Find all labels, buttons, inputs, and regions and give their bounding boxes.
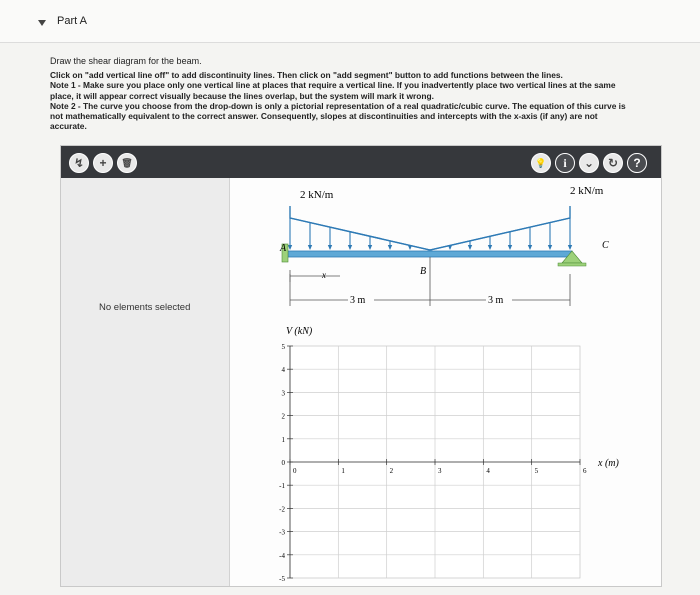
load-label-left: 2 kN/m	[300, 189, 334, 201]
dim-x-label: x	[322, 270, 326, 280]
load-arrowhead	[508, 245, 512, 250]
x-tick-label: 3	[438, 467, 442, 475]
diagram-canvas[interactable]	[230, 178, 661, 586]
load-arrowhead	[568, 245, 572, 250]
x-tick-label: 5	[534, 467, 539, 475]
load-arrowhead	[368, 245, 372, 250]
part-title: Part A	[57, 15, 87, 27]
y-tick-label: -4	[279, 551, 285, 560]
load-arrowhead	[388, 245, 392, 250]
load-arrowhead	[548, 245, 552, 250]
point-b-label: B	[420, 266, 427, 277]
y-tick-label: 0	[281, 459, 285, 467]
instruction-line: Note 2 - The curve you choose from the drop-down is only a pictorial representation of a real quadratic/cubic curve. The equation of this curve is	[50, 100, 626, 111]
support-a-label: A	[280, 243, 287, 254]
beam	[288, 251, 572, 257]
dropdown-button[interactable]: ⌄	[579, 153, 599, 173]
y-tick-label: 3	[281, 389, 285, 398]
dim-label-1: 3 m	[350, 295, 366, 306]
x-tick-label: 0	[293, 467, 297, 475]
instruction-line: Note 1 - Make sure you place only one vertical line at places that require a vertical line. If you inadvertently place two vertical lines at the same	[50, 80, 616, 91]
load-arrowhead	[308, 245, 312, 250]
instruction-line: accurate.	[50, 121, 87, 132]
load-arrowhead	[488, 245, 492, 250]
widget-toolbar	[61, 146, 661, 178]
load-arrowhead	[328, 245, 332, 250]
instruction-line: Click on "add vertical line off" to add discontinuity lines. Then click on "add segment" button to add functions between the lines.	[50, 70, 563, 81]
shear-diagram-widget	[60, 145, 662, 587]
x-axis-label: x (m)	[598, 458, 619, 469]
help-button[interactable]: ?	[627, 153, 647, 173]
load-arrowhead	[468, 245, 472, 250]
part-header[interactable]	[0, 0, 700, 43]
add-vertical-line-button[interactable]: ↯	[69, 153, 89, 173]
beam-figure	[279, 185, 609, 306]
diagram-svg[interactable]	[230, 178, 661, 586]
load-arrowhead	[408, 245, 412, 250]
instructions-body	[50, 70, 682, 131]
y-tick-label: 4	[281, 366, 285, 375]
info-button[interactable]: i	[555, 153, 575, 173]
y-tick-label: -3	[279, 528, 285, 537]
no-selection-message: No elements selected	[99, 302, 191, 313]
instruction-line: place, it will appear correct visually because the lines overlap, but the system will mark it wrong.	[50, 90, 434, 101]
load-arrowhead	[528, 245, 532, 250]
y-tick-label: 1	[281, 435, 285, 444]
support-c-label: C	[602, 240, 609, 251]
delete-button[interactable]: 🗑	[117, 153, 137, 173]
load-arrowhead	[448, 245, 452, 250]
instructions	[50, 56, 682, 131]
y-tick-label: 2	[281, 412, 285, 421]
x-tick-label: 2	[389, 467, 394, 475]
shear-graph[interactable]	[279, 326, 619, 583]
load-label-right: 2 kN/m	[570, 185, 604, 197]
instructions-lead: Draw the shear diagram for the beam.	[50, 56, 202, 66]
chevron-down-icon[interactable]	[38, 20, 46, 26]
x-tick-label: 1	[341, 467, 345, 475]
y-tick-label: 5	[281, 343, 285, 351]
load-arrowhead	[348, 245, 352, 250]
load-arrowhead	[288, 245, 292, 250]
support-c-base	[558, 263, 586, 266]
x-tick-label: 4	[486, 467, 490, 475]
instruction-line: not mathematically equivalent to the correct answer. Consequently, slopes at discontinuities and intercepts with the x-axis (if any) are not	[50, 111, 598, 122]
load-arrows	[288, 218, 572, 250]
properties-panel	[61, 178, 230, 586]
y-tick-label: -2	[279, 505, 285, 514]
x-tick-label: 6	[583, 467, 587, 475]
y-axis-label: V (kN)	[286, 326, 313, 337]
y-tick-label: -1	[279, 482, 285, 491]
add-segment-button[interactable]: +	[93, 153, 113, 173]
y-tick-label: -5	[279, 575, 285, 583]
reset-button[interactable]: ↻	[603, 153, 623, 173]
hint-button[interactable]: 💡	[531, 153, 551, 173]
dim-label-2: 3 m	[488, 295, 504, 306]
